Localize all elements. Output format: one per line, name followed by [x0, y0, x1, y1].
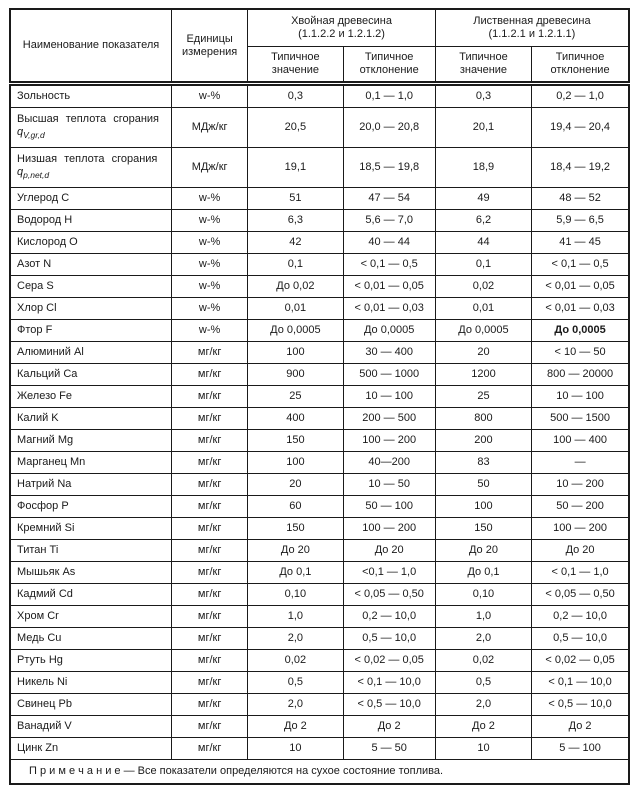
indicator-name-cell: Ртуть Hg — [10, 650, 172, 672]
header-units: Единицы измерения — [172, 9, 248, 84]
table-row — [10, 716, 629, 738]
coniferous-typical-value-cell: 150 — [248, 518, 343, 540]
coniferous-typical-value-cell: 0,5 — [248, 672, 343, 694]
deciduous-typical-value-cell: 18,9 — [435, 148, 531, 188]
table-row — [10, 672, 629, 694]
coniferous-typical-value-cell: 150 — [248, 430, 343, 452]
deciduous-typical-value-cell: До 0,0005 — [435, 320, 531, 342]
indicator-name-cell: Низшая теплота сгорания $q_{p,net,d}$ — [10, 148, 172, 188]
unit-cell: мг/кг — [172, 540, 248, 562]
fuel-properties-table — [9, 8, 630, 785]
coniferous-typical-deviation-cell: 0,1 — 1,0 — [343, 84, 435, 108]
deciduous-typical-deviation-cell: 500 — 1500 — [532, 408, 629, 430]
deciduous-typical-deviation-cell: 800 — 20000 — [532, 364, 629, 386]
deciduous-typical-value-cell: 2,0 — [435, 694, 531, 716]
table-row — [10, 474, 629, 496]
deciduous-typical-deviation-cell: 0,2 — 1,0 — [532, 84, 629, 108]
deciduous-typical-deviation-cell: 50 — 200 — [532, 496, 629, 518]
deciduous-typical-value-cell: 20 — [435, 342, 531, 364]
coniferous-typical-value-cell: 2,0 — [248, 628, 343, 650]
coniferous-typical-value-cell: До 2 — [248, 716, 343, 738]
coniferous-typical-deviation-cell: 0,2 — 10,0 — [343, 606, 435, 628]
header-group-coniferous — [248, 9, 436, 47]
deciduous-typical-value-cell: 10 — [435, 738, 531, 760]
deciduous-typical-value-cell: 0,02 — [435, 650, 531, 672]
table-row — [10, 628, 629, 650]
coniferous-typical-value-cell: 0,1 — [248, 254, 343, 276]
deciduous-typical-deviation-cell: < 0,02 — 0,05 — [532, 650, 629, 672]
deciduous-typical-deviation-cell: < 0,01 — 0,03 — [532, 298, 629, 320]
unit-cell: w-% — [172, 232, 248, 254]
header-group-coniferous-codes: (1.1.2.2 и 1.2.1.2) — [298, 28, 385, 40]
header-coniferous-typical-value: Типичное значение — [248, 47, 343, 84]
coniferous-typical-value-cell: 400 — [248, 408, 343, 430]
table-row — [10, 584, 629, 606]
unit-cell: мг/кг — [172, 408, 248, 430]
coniferous-typical-deviation-cell: 100 — 200 — [343, 518, 435, 540]
coniferous-typical-value-cell: 20 — [248, 474, 343, 496]
deciduous-typical-deviation-cell: < 0,01 — 0,05 — [532, 276, 629, 298]
coniferous-typical-value-cell: 60 — [248, 496, 343, 518]
unit-cell: мг/кг — [172, 628, 248, 650]
indicator-name-cell: Сера S — [10, 276, 172, 298]
table-row — [10, 430, 629, 452]
unit-cell: мг/кг — [172, 562, 248, 584]
table-row — [10, 408, 629, 430]
deciduous-typical-deviation-cell: < 0,05 — 0,50 — [532, 584, 629, 606]
deciduous-typical-deviation-cell: 5,9 — 6,5 — [532, 210, 629, 232]
header-group-deciduous — [435, 9, 629, 47]
table-row — [10, 298, 629, 320]
coniferous-typical-value-cell: 100 — [248, 452, 343, 474]
indicator-name-cell: Хром Cr — [10, 606, 172, 628]
coniferous-typical-value-cell: До 20 — [248, 540, 343, 562]
indicator-name-cell: Зольность — [10, 84, 172, 108]
deciduous-typical-deviation-cell: До 0,0005 — [532, 320, 629, 342]
deciduous-typical-value-cell: 6,2 — [435, 210, 531, 232]
coniferous-typical-deviation-cell: < 0,1 — 0,5 — [343, 254, 435, 276]
unit-cell: мг/кг — [172, 650, 248, 672]
table-row — [10, 606, 629, 628]
deciduous-typical-value-cell: До 0,1 — [435, 562, 531, 584]
coniferous-typical-value-cell: 2,0 — [248, 694, 343, 716]
deciduous-typical-deviation-cell: — — [532, 452, 629, 474]
deciduous-typical-deviation-cell: 19,4 — 20,4 — [532, 108, 629, 148]
deciduous-typical-value-cell: 100 — [435, 496, 531, 518]
deciduous-typical-value-cell: 50 — [435, 474, 531, 496]
coniferous-typical-deviation-cell: 100 — 200 — [343, 430, 435, 452]
coniferous-typical-deviation-cell: 47 — 54 — [343, 188, 435, 210]
deciduous-typical-value-cell: 0,01 — [435, 298, 531, 320]
unit-cell: мг/кг — [172, 606, 248, 628]
deciduous-typical-value-cell: 1,0 — [435, 606, 531, 628]
header-coniferous-typical-deviation: Типичное отклонение — [343, 47, 435, 84]
table-row — [10, 148, 629, 188]
note-text: П р и м е ч а н и е — Все показатели определяются на сухое состояние топлива. — [10, 760, 629, 785]
coniferous-typical-deviation-cell: 10 — 100 — [343, 386, 435, 408]
coniferous-typical-value-cell: 6,3 — [248, 210, 343, 232]
indicator-name-cell: Кислород O — [10, 232, 172, 254]
unit-cell: w-% — [172, 320, 248, 342]
indicator-name-cell: Фтор F — [10, 320, 172, 342]
coniferous-typical-value-cell: 25 — [248, 386, 343, 408]
table-row — [10, 650, 629, 672]
indicator-name-cell: Азот N — [10, 254, 172, 276]
indicator-name-cell: Кадмий Cd — [10, 584, 172, 606]
table-row — [10, 320, 629, 342]
coniferous-typical-value-cell: До 0,1 — [248, 562, 343, 584]
unit-cell: мг/кг — [172, 386, 248, 408]
unit-cell: МДж/кг — [172, 108, 248, 148]
deciduous-typical-deviation-cell: 18,4 — 19,2 — [532, 148, 629, 188]
indicator-name-cell: Никель Ni — [10, 672, 172, 694]
table-body — [10, 84, 629, 785]
unit-cell: мг/кг — [172, 364, 248, 386]
unit-cell: w-% — [172, 188, 248, 210]
coniferous-typical-deviation-cell: 200 — 500 — [343, 408, 435, 430]
coniferous-typical-deviation-cell: 18,5 — 19,8 — [343, 148, 435, 188]
header-group-coniferous-title: Хвойная древесина — [291, 15, 392, 27]
indicator-name-cell: Цинк Zn — [10, 738, 172, 760]
deciduous-typical-value-cell: 0,1 — [435, 254, 531, 276]
indicator-name-cell: Железо Fe — [10, 386, 172, 408]
table-row — [10, 254, 629, 276]
indicator-name-cell: Углерод C — [10, 188, 172, 210]
deciduous-typical-deviation-cell: 41 — 45 — [532, 232, 629, 254]
header-indicator-name: Наименование показателя — [10, 9, 172, 84]
deciduous-typical-deviation-cell: < 0,5 — 10,0 — [532, 694, 629, 716]
unit-cell: мг/кг — [172, 342, 248, 364]
table-row — [10, 276, 629, 298]
deciduous-typical-deviation-cell: < 0,1 — 0,5 — [532, 254, 629, 276]
indicator-name-cell: Мышьяк As — [10, 562, 172, 584]
table-row — [10, 84, 629, 108]
table-row — [10, 738, 629, 760]
coniferous-typical-deviation-cell: 40—200 — [343, 452, 435, 474]
deciduous-typical-value-cell: 20,1 — [435, 108, 531, 148]
coniferous-typical-deviation-cell: До 0,0005 — [343, 320, 435, 342]
indicator-name-cell: Кальций Ca — [10, 364, 172, 386]
formula-symbol: $q_{p,net,d}$ — [17, 165, 50, 181]
table-row — [10, 232, 629, 254]
deciduous-typical-deviation-cell: < 0,1 — 10,0 — [532, 672, 629, 694]
header-deciduous-typical-value: Типичное значение — [435, 47, 531, 84]
table-row — [10, 210, 629, 232]
coniferous-typical-deviation-cell: < 0,1 — 10,0 — [343, 672, 435, 694]
deciduous-typical-value-cell: 800 — [435, 408, 531, 430]
indicator-name-cell: Водород H — [10, 210, 172, 232]
deciduous-typical-deviation-cell: < 0,1 — 1,0 — [532, 562, 629, 584]
indicator-name-cell: Титан Ti — [10, 540, 172, 562]
deciduous-typical-deviation-cell: 100 — 400 — [532, 430, 629, 452]
coniferous-typical-deviation-cell: 5,6 — 7,0 — [343, 210, 435, 232]
unit-cell: мг/кг — [172, 430, 248, 452]
deciduous-typical-value-cell: До 2 — [435, 716, 531, 738]
indicator-name-cell: Фосфор P — [10, 496, 172, 518]
coniferous-typical-deviation-cell: 50 — 100 — [343, 496, 435, 518]
deciduous-typical-deviation-cell: 10 — 200 — [532, 474, 629, 496]
unit-cell: мг/кг — [172, 738, 248, 760]
deciduous-typical-deviation-cell: До 20 — [532, 540, 629, 562]
unit-cell: мг/кг — [172, 694, 248, 716]
formula-symbol: $q_{V,gr,d}$ — [17, 125, 45, 141]
table-row — [10, 364, 629, 386]
indicator-name-cell: Алюминий Al — [10, 342, 172, 364]
deciduous-typical-value-cell: 0,3 — [435, 84, 531, 108]
coniferous-typical-value-cell: 900 — [248, 364, 343, 386]
deciduous-typical-value-cell: 44 — [435, 232, 531, 254]
indicator-name-cell: Марганец Mn — [10, 452, 172, 474]
table-header — [10, 9, 629, 84]
coniferous-typical-value-cell: До 0,02 — [248, 276, 343, 298]
coniferous-typical-deviation-cell: < 0,05 — 0,50 — [343, 584, 435, 606]
unit-cell: w-% — [172, 84, 248, 108]
unit-cell: w-% — [172, 276, 248, 298]
coniferous-typical-deviation-cell: < 0,01 — 0,05 — [343, 276, 435, 298]
unit-cell: мг/кг — [172, 474, 248, 496]
coniferous-typical-value-cell: 10 — [248, 738, 343, 760]
coniferous-typical-value-cell: 20,5 — [248, 108, 343, 148]
coniferous-typical-value-cell: 0,01 — [248, 298, 343, 320]
indicator-name-cell: Магний Mg — [10, 430, 172, 452]
deciduous-typical-deviation-cell: До 2 — [532, 716, 629, 738]
coniferous-typical-value-cell: До 0,0005 — [248, 320, 343, 342]
table-row — [10, 562, 629, 584]
coniferous-typical-deviation-cell: До 2 — [343, 716, 435, 738]
deciduous-typical-value-cell: 0,10 — [435, 584, 531, 606]
deciduous-typical-deviation-cell: 10 — 100 — [532, 386, 629, 408]
table-row — [10, 342, 629, 364]
deciduous-typical-value-cell: 0,02 — [435, 276, 531, 298]
deciduous-typical-value-cell: 150 — [435, 518, 531, 540]
deciduous-typical-value-cell: 49 — [435, 188, 531, 210]
unit-cell: мг/кг — [172, 518, 248, 540]
coniferous-typical-value-cell: 1,0 — [248, 606, 343, 628]
coniferous-typical-deviation-cell: 30 — 400 — [343, 342, 435, 364]
indicator-name-cell: Калий K — [10, 408, 172, 430]
coniferous-typical-value-cell: 0,02 — [248, 650, 343, 672]
unit-cell: w-% — [172, 254, 248, 276]
deciduous-typical-value-cell: 2,0 — [435, 628, 531, 650]
indicator-name-cell: Натрий Na — [10, 474, 172, 496]
header-group-deciduous-codes: (1.1.2.1 и 1.2.1.1) — [488, 28, 576, 40]
coniferous-typical-deviation-cell: До 20 — [343, 540, 435, 562]
coniferous-typical-deviation-cell: < 0,01 — 0,03 — [343, 298, 435, 320]
coniferous-typical-value-cell: 100 — [248, 342, 343, 364]
coniferous-typical-deviation-cell: 10 — 50 — [343, 474, 435, 496]
unit-cell: w-% — [172, 210, 248, 232]
indicator-name-cell: Свинец Pb — [10, 694, 172, 716]
deciduous-typical-deviation-cell: 5 — 100 — [532, 738, 629, 760]
coniferous-typical-deviation-cell: 40 — 44 — [343, 232, 435, 254]
deciduous-typical-value-cell: 83 — [435, 452, 531, 474]
indicator-name-cell: Хлор Cl — [10, 298, 172, 320]
coniferous-typical-value-cell: 19,1 — [248, 148, 343, 188]
indicator-name-cell: Высшая теплота сгорания $q_{V,gr,d}$ — [10, 108, 172, 148]
table-row — [10, 386, 629, 408]
unit-cell: МДж/кг — [172, 148, 248, 188]
table-row — [10, 496, 629, 518]
table-row — [10, 188, 629, 210]
table-row — [10, 518, 629, 540]
deciduous-typical-value-cell: До 20 — [435, 540, 531, 562]
indicator-name-cell: Медь Cu — [10, 628, 172, 650]
deciduous-typical-value-cell: 1200 — [435, 364, 531, 386]
table-row — [10, 540, 629, 562]
coniferous-typical-value-cell: 0,3 — [248, 84, 343, 108]
note-row — [10, 760, 629, 785]
deciduous-typical-deviation-cell: 0,2 — 10,0 — [532, 606, 629, 628]
header-deciduous-typical-deviation: Типичное отклонение — [532, 47, 629, 84]
coniferous-typical-value-cell: 42 — [248, 232, 343, 254]
coniferous-typical-deviation-cell: 500 — 1000 — [343, 364, 435, 386]
deciduous-typical-deviation-cell: 100 — 200 — [532, 518, 629, 540]
deciduous-typical-value-cell: 200 — [435, 430, 531, 452]
coniferous-typical-deviation-cell: < 0,02 — 0,05 — [343, 650, 435, 672]
unit-cell: мг/кг — [172, 584, 248, 606]
unit-cell: w-% — [172, 298, 248, 320]
coniferous-typical-deviation-cell: 5 — 50 — [343, 738, 435, 760]
deciduous-typical-deviation-cell: < 10 — 50 — [532, 342, 629, 364]
coniferous-typical-value-cell: 0,10 — [248, 584, 343, 606]
coniferous-typical-deviation-cell: < 0,5 — 10,0 — [343, 694, 435, 716]
table-row — [10, 694, 629, 716]
coniferous-typical-value-cell: 51 — [248, 188, 343, 210]
indicator-name-cell: Кремний Si — [10, 518, 172, 540]
table-row — [10, 452, 629, 474]
unit-cell: мг/кг — [172, 496, 248, 518]
coniferous-typical-deviation-cell: 0,5 — 10,0 — [343, 628, 435, 650]
unit-cell: мг/кг — [172, 452, 248, 474]
coniferous-typical-deviation-cell: 20,0 — 20,8 — [343, 108, 435, 148]
coniferous-typical-deviation-cell: <0,1 — 1,0 — [343, 562, 435, 584]
unit-cell: мг/кг — [172, 716, 248, 738]
deciduous-typical-deviation-cell: 0,5 — 10,0 — [532, 628, 629, 650]
deciduous-typical-value-cell: 25 — [435, 386, 531, 408]
unit-cell: мг/кг — [172, 672, 248, 694]
deciduous-typical-value-cell: 0,5 — [435, 672, 531, 694]
deciduous-typical-deviation-cell: 48 — 52 — [532, 188, 629, 210]
table-row — [10, 108, 629, 148]
header-group-deciduous-title: Лиственная древесина — [473, 15, 591, 27]
indicator-name-cell: Ванадий V — [10, 716, 172, 738]
